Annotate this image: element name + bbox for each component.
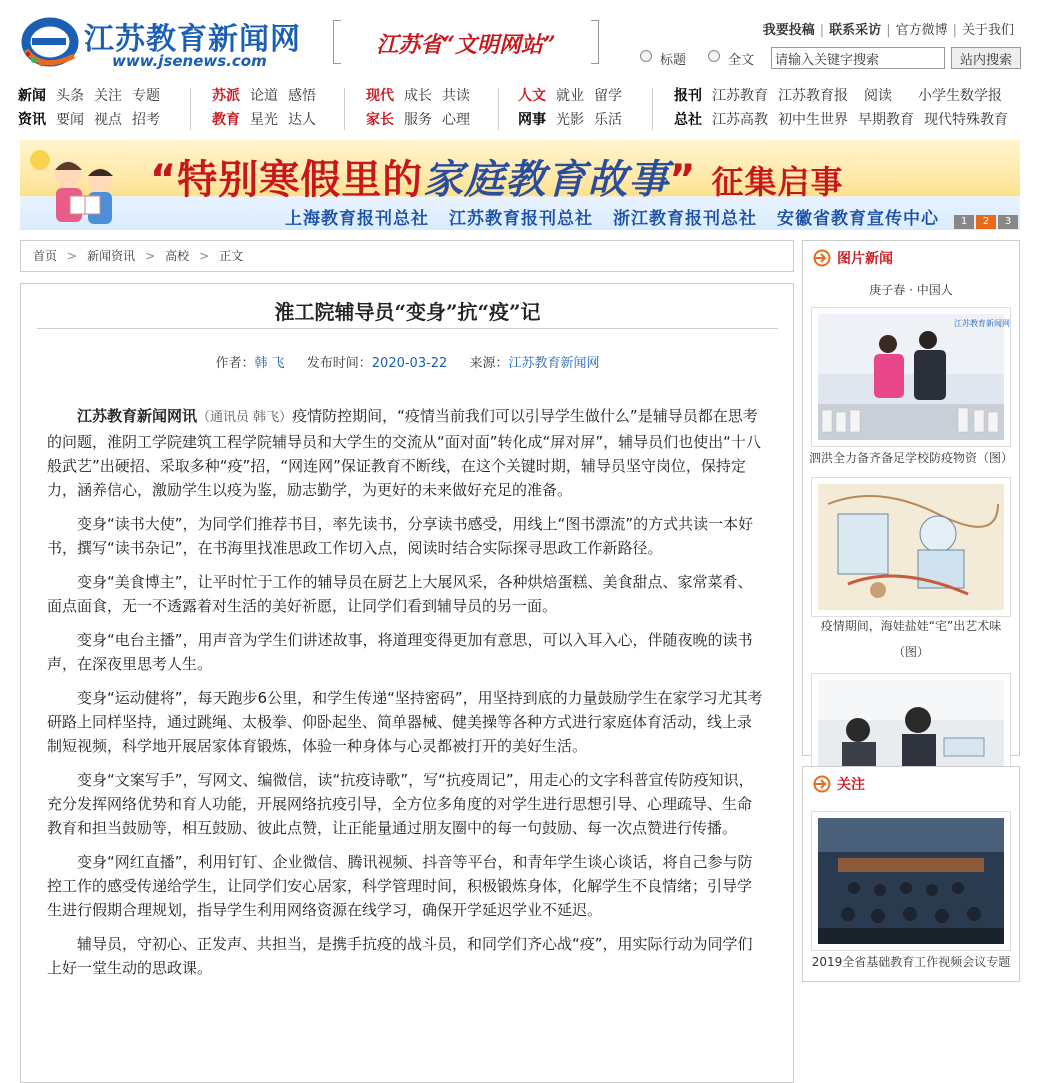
nav-item[interactable]: 早期教育 [858, 112, 914, 128]
source-label: 来源： [469, 356, 509, 371]
nav-group-modern [366, 84, 480, 134]
article-body [47, 404, 766, 990]
paragraph: 变身“美食博主”，让平时忙于工作的辅导员在厨艺上大展风采，各种烘焙蛋糕、美食甜点、家常菜肴、面点面食，无一不透露着对生活的美好祈愿，让同学们看到辅导员的另一面。 [47, 573, 753, 615]
banner-title-b: 家庭教育故事 [423, 156, 670, 203]
nav-item[interactable]: 视点 [94, 112, 122, 128]
logo-e-icon [22, 12, 82, 68]
nav-item[interactable]: 服务 [404, 112, 432, 128]
nav-divider [344, 88, 345, 130]
civil-website-badge [333, 20, 599, 64]
date-value: 2020-03-22 [371, 356, 448, 371]
article-title: 淮工院辅导员“变身”抗“疫”记 [274, 300, 541, 324]
nav-item[interactable]: 星光 [250, 112, 278, 128]
nav-item[interactable]: 头条 [56, 88, 84, 104]
lead-source: 江苏教育新闻网讯 [77, 407, 198, 425]
source-value[interactable]: 江苏教育新闻网 [508, 356, 600, 371]
contact-link[interactable]: 联系采访 [829, 23, 882, 38]
banner-page-1[interactable]: 1 [954, 215, 974, 229]
byline: （通讯员 韩飞） [197, 410, 293, 425]
photo-children-art [818, 484, 1004, 610]
nav-group-press [674, 84, 1018, 134]
picture-caption-2b: （图） [892, 645, 929, 659]
thumb-watermark: 江苏教育新闻网 [954, 319, 1010, 328]
nav-head-netaffairs[interactable]: 网事 [518, 112, 546, 128]
breadcrumb-news[interactable]: 新闻资讯 [87, 249, 136, 263]
nav-head-press[interactable]: 报刊 [674, 88, 702, 104]
picture-news-box [802, 240, 1020, 756]
paragraph: 变身“电台主播”，用声音为学生们讲述故事，将道理变得更加有意思，可以入耳入心，伴随夜晚的读书声，在深夜里思考人生。 [47, 631, 753, 673]
radio-fulltext[interactable] [708, 50, 720, 62]
nav-divider [652, 88, 653, 130]
nav-item[interactable]: 江苏教育报 [778, 88, 848, 104]
civil-website-label: 江苏省“文明网站” [376, 32, 556, 58]
nav-item[interactable]: 小学生数学报 [918, 88, 1002, 104]
article-meta [37, 352, 778, 371]
search-bar [638, 47, 1022, 69]
nav-item[interactable]: 江苏教育 [712, 88, 768, 104]
site-header [0, 0, 1042, 80]
nav-item[interactable]: 达人 [288, 112, 316, 128]
picture-news-heading [813, 248, 893, 270]
breadcrumb-home[interactable]: 首页 [33, 249, 58, 263]
picture-thumb-2[interactable] [811, 477, 1011, 617]
site-title: 江苏教育新闻网 [84, 22, 301, 57]
picture-caption-1[interactable]: 泗洪全力备齐备足学校防疫物资（图） [808, 451, 1013, 465]
paragraph: 变身“网红直播”，利用钉钉、企业微信、腾讯视频、抖音等平台，和青年学生谈心谈话，将自己参与防控工作的感受传递给学生，让同学们安心居家，科学管理时间，积极锻炼身体，化解学生不良情绪；引导学生进行假期合理规划，指导学生利用网络资源在线学习，确保开学延迟学业不延迟。 [47, 853, 753, 919]
nav-item[interactable]: 关注 [94, 88, 122, 104]
breadcrumb-current: 正文 [219, 249, 244, 263]
focus-title: 关注 [837, 777, 865, 793]
nav-head-humanities[interactable]: 人文 [518, 88, 546, 104]
nav-group-supai [212, 84, 326, 134]
search-input[interactable] [771, 47, 945, 69]
arrow-circle-icon [813, 775, 831, 793]
breadcrumb-college[interactable]: 高校 [165, 249, 190, 263]
nav-item[interactable]: 要闻 [56, 112, 84, 128]
submit-link[interactable]: 我要投稿 [762, 23, 815, 38]
focus-heading [813, 774, 865, 796]
nav-item[interactable]: 专题 [132, 88, 160, 104]
breadcrumb [20, 240, 794, 272]
organizer: 浙江教育报刊总社 [613, 209, 757, 229]
photo-conference [818, 818, 1004, 944]
focus-box [802, 766, 1020, 982]
nav-group-news [18, 84, 170, 134]
kids-reading-illustration [20, 140, 140, 230]
nav-group-humanities [518, 84, 632, 134]
paragraph-text: 疫情防控期间，“疫情当前我们可以引导学生做什么”是辅导员都在思考的问题，淮阴工学院建筑工程学院辅导员和大学生的交流从“面对面”转化成“屏对屏”，辅导员们也使出“十八般武艺”出硬招、采取多种“疫”招，“网连网”保证教育不断线，在这个关键时期，辅导员坚守岗位，保持定力，涵养信心，激励学生以疫为鉴，励志勤学，为更好的未来做好充足的准备。 [47, 407, 761, 499]
nav-head-education[interactable]: 教育 [212, 112, 240, 128]
banner-title-a: “特别寒假里的 [150, 157, 424, 203]
paragraph: 辅导员，守初心、正发声、共担当，是携手抗疫的战斗员，和同学们齐心战“疫”，用实际行动为同学们上好一堂生动的思政课。 [47, 935, 753, 977]
nav-item[interactable]: 光影 [556, 112, 584, 128]
date-label: 发布时间： [306, 356, 372, 371]
radio-title[interactable] [640, 50, 652, 62]
paragraph: 变身“读书大使”，为同学们推荐书目，率先读书，分享读书感受，用线上“图书漂流”的方式共读一本好书，撰写“读书杂记”，在书海里找准思政工作切入点，阅读时结合实际探寻思政工作新路径。 [47, 515, 754, 557]
arrow-circle-icon [813, 249, 831, 267]
chevron-right-icon: > [199, 249, 210, 263]
paragraph: 变身“文案写手”，写网文、编微信，读“抗疫诗歌”，写“抗疫周记”，用走心的文字科普宣传防疫知识，充分发挥网络优势和育人功能，开展网络抗疫引导，全方位多角度的对学生进行思想引导、心理疏导、生命教育和担当鼓励等，相互鼓励、彼此点赞，让正能量通过朋友圈中的每一句鼓励、每一次点赞进行传播。 [47, 771, 754, 837]
nav-item[interactable]: 乐活 [594, 112, 622, 128]
paragraph [47, 404, 766, 502]
nav-item[interactable]: 感悟 [288, 88, 316, 104]
nav-head-modern[interactable]: 现代 [366, 88, 394, 104]
site-url: www.jsenews.com [112, 52, 267, 70]
focus-thumb[interactable] [811, 811, 1011, 951]
banner-organizers [285, 204, 959, 229]
nav-head-info[interactable]: 资讯 [18, 112, 46, 128]
nav-head-headquarters[interactable]: 总社 [674, 112, 702, 128]
banner-pager [952, 212, 1018, 229]
organizer: 江苏教育报刊总社 [449, 209, 593, 229]
chevron-right-icon: > [145, 249, 156, 263]
site-logo[interactable] [22, 10, 322, 72]
nav-head-parents[interactable]: 家长 [366, 112, 394, 128]
nav-item[interactable]: 留学 [594, 88, 622, 104]
nav-item[interactable]: 就业 [556, 88, 584, 104]
campaign-banner[interactable] [20, 140, 1020, 230]
picture-news-tag[interactable]: 庚子春 · 中国人 [869, 283, 953, 297]
banner-page-2[interactable]: 2 [976, 215, 996, 229]
organizer: 上海教育报刊总社 [285, 209, 429, 229]
nav-divider [498, 88, 499, 130]
search-button[interactable]: 站内搜索 [951, 47, 1021, 69]
nav-item[interactable]: 阅读 [864, 88, 892, 104]
article-panel [20, 283, 794, 1083]
main-nav [18, 84, 1022, 134]
nav-item[interactable]: 论道 [250, 88, 278, 104]
nav-item[interactable]: 江苏高教 [712, 112, 768, 128]
author-label: 作者： [215, 356, 255, 371]
chevron-right-icon: > [67, 249, 78, 263]
nav-item[interactable]: 现代特殊教育 [924, 112, 1008, 128]
nav-item[interactable]: 招考 [132, 112, 160, 128]
nav-item[interactable]: 共读 [442, 88, 470, 104]
title-divider [37, 328, 778, 329]
paragraph: 变身“运动健将”，每天跑步6公里，和学生传递“坚持密码”，用坚持到底的力量鼓励学生在家学习尤其考研路上同样坚持，通过跳绳、太极拳、仰卧起坐、简单器械、健美操等各种方式进行家庭体育活动，线上录制短视频，科学地开展居家体育锻炼，体验一种身体与心灵都被打开的美好生活。 [47, 689, 763, 755]
nav-item[interactable]: 初中生世界 [778, 112, 848, 128]
banner-title [150, 148, 844, 205]
nav-item[interactable]: 成长 [404, 88, 432, 104]
focus-caption[interactable]: 2019全省基础教育工作视频会议专题 [811, 955, 1011, 969]
picture-thumb-1[interactable] [811, 307, 1011, 447]
photo-supplies [818, 314, 1010, 440]
bracket-right [591, 20, 599, 64]
radio-title-label[interactable]: 标题 [660, 53, 687, 68]
picture-news-title: 图片新闻 [837, 251, 893, 267]
nav-divider [190, 88, 191, 130]
banner-page-3[interactable]: 3 [998, 215, 1018, 229]
picture-caption-2a[interactable]: 疫情期间，海娃盐娃“宅”出艺术味 [820, 619, 1002, 633]
banner-title-c: ” [669, 157, 697, 203]
nav-head-news[interactable]: 新闻 [18, 88, 46, 104]
organizer: 安徽省教育宣传中心 [777, 209, 939, 229]
weibo-link[interactable]: 官方微博 [895, 23, 948, 38]
about-link[interactable]: 关于我们 [961, 23, 1014, 38]
author-value[interactable]: 韩 飞 [254, 356, 285, 371]
top-links: 我要投稿 | 联系采访 | 官方微博 | 关于我们 [762, 23, 1014, 38]
nav-head-supai[interactable]: 苏派 [212, 88, 240, 104]
banner-title-d: 征集启事 [711, 163, 844, 201]
radio-fulltext-label[interactable]: 全文 [728, 53, 755, 68]
nav-item[interactable]: 心理 [442, 112, 470, 128]
